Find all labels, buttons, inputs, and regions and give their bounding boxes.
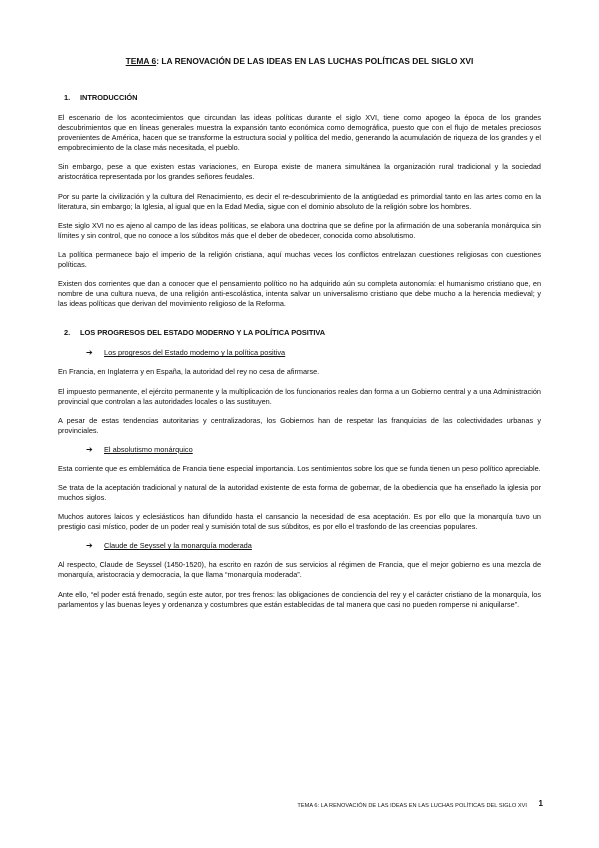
paragraph: Este siglo XVI no es ajeno al campo de las ideas políticas, se elabora una doctrina que se define por la afirmación de una soberanía monárquica sin límites y sin control, que no conoce a los súbditos más que el deber de obedecer, conocida como absolutismo. (58, 220, 541, 240)
paragraph: El impuesto permanente, el ejército permanente y la multiplicación de los funcionarios reales dan forma a un Gobierno central y a una Administración provincial que controlan a las autoridades locales o las sustituyen. (58, 386, 541, 406)
paragraph: La política permanece bajo el imperio de la religión cristiana, aquí muchas veces los conflictos entrelazan cuestiones religiosas con cuestiones políticas. (58, 249, 541, 270)
paragraph: Ante ello, “el poder está frenado, según este autor, por tres frenos: las obligaciones de conciencia del rey y el carácter cristiano de la monarquía, los parlamentos y las buenas leyes y ordenanza y costumbres que están establecidas de tal manera que casi no pueden romperse ni aniquilarse”. (58, 589, 541, 609)
subsection-heading-absolutismo (86, 445, 541, 455)
paragraph: A pesar de estas tendencias autoritarias y centralizadoras, los Gobiernos han de respetar las franquicias de las colectividades urbanas y provinciales. (58, 415, 541, 435)
page-number: 1 (538, 799, 543, 808)
paragraph: Muchos autores laicos y eclesiásticos han difundido hasta el cansancio la necesidad de esa aceptación. Es por ello que la monarquía tuvo un prestigio casi místico, poder de un poder real y sumisión total de sus súbditos, es por ello el trasfondo de las creencias populares. (58, 512, 541, 532)
subsection-heading-text: Los progresos del Estado moderno y la política positiva (104, 348, 286, 358)
document-title (58, 56, 541, 67)
arrow-right-icon: ➔ (86, 541, 93, 551)
section-label: INTRODUCCIÓN (80, 93, 138, 102)
subsection-heading-text: Claude de Seyssel y la monarquía moderada (104, 541, 252, 551)
arrow-right-icon: ➔ (86, 444, 93, 454)
subsection-heading-seyssel (86, 541, 541, 551)
footer-text: TEMA 6: LA RENOVACIÓN DE LAS IDEAS EN LAS LUCHAS POLÍTICAS DEL SIGLO XVI (297, 803, 527, 809)
section-number: 1. (64, 93, 71, 102)
section-number: 2. (64, 328, 71, 338)
paragraph: Se trata de la aceptación tradicional y natural de la autoridad existente de esta forma de gobernar, de la obediencia que ha enseñado la iglesia por muchos siglos. (58, 482, 541, 503)
paragraph: Esta corriente que es emblemática de Francia tiene especial importancia. Los sentimientos sobre los que se funda tienen un peso político apreciable. (58, 463, 541, 473)
section-label: LOS PROGRESOS DEL ESTADO MODERNO Y LA POLÍTICA POSITIVA (80, 328, 326, 338)
paragraph: Sin embargo, pese a que existen estas variaciones, en Europa existe de manera simultánea la organización rural tradicional y la sociedad aristocrática representada por los grandes señores feudales. (58, 162, 541, 182)
title-rest: : LA RENOVACIÓN DE LAS IDEAS EN LAS LUCHAS POLÍTICAS DEL SIGLO XVI (156, 56, 474, 66)
paragraph: Por su parte la civilización y la cultura del Renacimiento, es decir el re-descubrimiento de la antigüedad es primordial tanto en las artes como en la literatura, sin embargo; la Iglesia, al igual que en la Edad Media, sigue con el dominio absoluto de la religión sobre los hombres. (58, 191, 541, 211)
arrow-right-icon: ➔ (86, 348, 93, 358)
subsection-heading-estado-moderno (86, 348, 541, 358)
paragraph: Al respecto, Claude de Seyssel (1450-1520), ha escrito en razón de sus servicios al régimen de Francia, que el mejor gobierno es una mezcla de monarquía, aristocracia y democracia, la que llama “monarquía moderada”. (58, 560, 541, 580)
paragraph: En Francia, en Inglaterra y en España, la autoridad del rey no cesa de afirmarse. (58, 367, 320, 377)
section-heading-introduccion (64, 93, 541, 103)
title-prefix: TEMA 6 (125, 56, 157, 66)
paragraph: Existen dos corrientes que dan a conocer que el pensamiento político no ha adquirido aún su completa autonomía: el humanismo cristiano que, en nombre de una cultura nueva, de una religión anti-escolástica, intenta salvar un universalismo cristiano que debe mucho a la herencia medieval; y las ideas políticas que derivan del movimiento religioso de la Reforma. (58, 279, 541, 309)
subsection-heading-text: El absolutismo monárquico (104, 444, 193, 454)
section-heading-progresos (64, 328, 541, 338)
paragraph: El escenario de los acontecimientos que circundan las ideas políticas durante el siglo XVI, tiene como apogeo la época de los grandes descubrimientos que en líneas generales muestra la expansión tanto económica como demográfica, puesto que con el flujo de metales preciosos provenientes de América, hacen que se transforme la estructura social y política del medio, generando la acumulación de riqueza de los grandes y el empobrecimiento de la clase más necesitada, el pueblo. (58, 113, 541, 153)
